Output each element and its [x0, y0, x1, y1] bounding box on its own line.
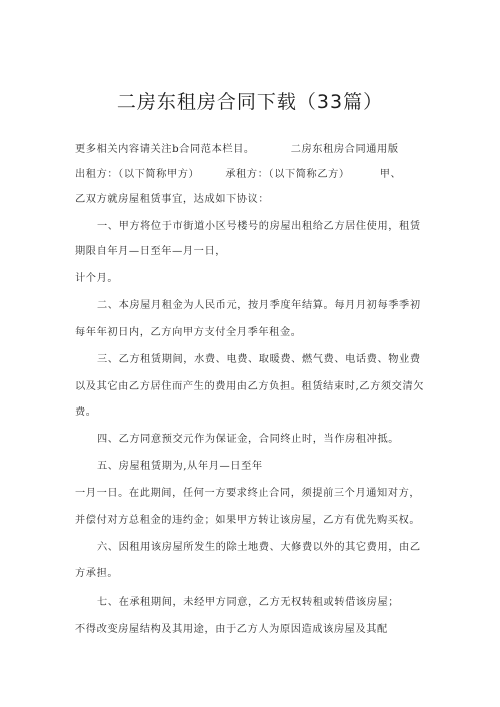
lessor-label: 出租方：（以下简称甲方）	[75, 169, 200, 180]
paragraph-line: 期限自年月—日至年—月一日，	[75, 246, 227, 257]
parties-line	[75, 168, 401, 182]
paragraph-line: 以及其它由乙方居住而产生的费用由乙方负担。租赁结束时,乙方须交清欠	[75, 381, 425, 392]
paragraph-line: 一月一日。在此期间，任何一方要求终止合同，须提前三个月通知对方，	[75, 488, 421, 499]
clause-3-line: 三、乙方租赁期间，水费、电费、取暖费、燃气费、电话费、物业费	[97, 354, 421, 365]
more-content-note: 更多相关内容请关注b合同范本栏目。	[75, 144, 255, 155]
paragraph-line: 不得改变房屋结构及其用途，由于乙方人为原因造成该房屋及其配	[75, 624, 388, 635]
clause-1-line: 一、甲方将位于市街道小区号楼号的房屋出租给乙方居住使用，租赁	[97, 221, 421, 232]
paragraph-line: 费。	[75, 407, 97, 418]
paragraph-line: 计个月。	[75, 273, 119, 284]
clause-5-line: 五、房屋租赁期为,从年月—日至年	[97, 461, 263, 472]
intro-line	[75, 143, 399, 157]
clause-7-line: 七、在承租期间，未经甲方同意，乙方无权转租或转借该房屋；	[97, 597, 400, 608]
paragraph-line: 并偿付对方总租金的违约金；如果甲方转让该房屋，乙方有优先购买权。	[75, 515, 421, 526]
paragraph-line: 每年年初日内，乙方向甲方支付全月季年租金。	[75, 327, 302, 338]
party-jia: 甲、	[379, 169, 402, 180]
clause-4-line: 四、乙方同意预交元作为保证金，合同终止时，当作房租冲抵。	[97, 434, 400, 445]
paragraph-line: 方承担。	[75, 568, 119, 579]
lessee-label: 承租方：（以下简称乙方）	[225, 169, 350, 180]
clause-2-line: 二、本房屋月租金为人民币元，按月季度年结算。每月月初每季季初	[97, 300, 421, 311]
contract-subtitle: 二房东租房合同通用版	[290, 144, 399, 155]
document-title: 二房东租房合同下载（33篇）	[116, 91, 384, 113]
paragraph-line: 乙双方就房屋租赁事宜，达成如下协议：	[75, 194, 270, 205]
clause-6-line: 六、因租用该房屋所发生的除土地费、大修费以外的其它费用，由乙	[97, 542, 421, 553]
